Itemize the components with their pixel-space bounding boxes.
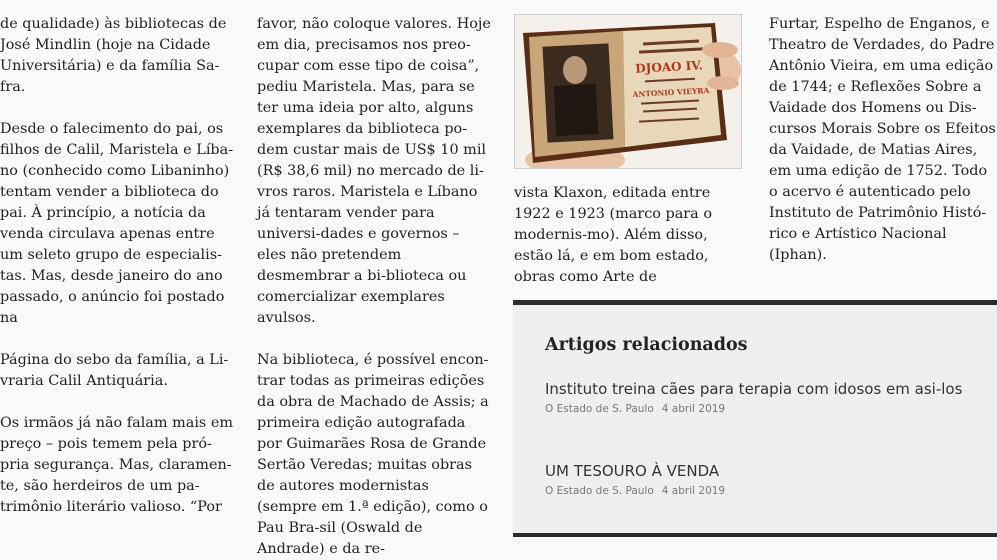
book-author-text: ANTONIO VIEYRA xyxy=(632,85,710,100)
related-article-link[interactable]: UM TESOURO À VENDA xyxy=(545,462,720,480)
article-date: 4 abril 2019 xyxy=(661,485,726,497)
paragraph: favor, não coloque valores. Hoje em dia, precisamos nos preo-cupar com esse tipo de coisa”, pediu Maristela. Mas, para se ter uma ideia por alto, alguns exemplares da biblioteca po-dem custar mais de US$ 10 mil (R$ 38,6 mil) no mercado de li-vros raros. Maristela e Líbano já tentaram vender para universi-dades e governos – eles não pretendem desmembrar a bi-blioteca ou comercializar exemplares avulsos. xyxy=(257,16,491,326)
paragraph: vista Klaxon, editada entre 1922 e 1923 (marco para o modernis-mo). Além disso, estão lá, e em bom estado, obras como Arte de xyxy=(514,185,712,285)
related-article-item[interactable] xyxy=(545,379,965,415)
related-heading: Artigos relacionados xyxy=(545,335,748,355)
book-title-text: DJOAO IV. xyxy=(634,58,704,76)
article-source: O Estado de S. Paulo xyxy=(545,485,654,497)
old-book-photo xyxy=(514,14,742,169)
article-source: O Estado de S. Paulo xyxy=(545,403,654,415)
article-column-1 xyxy=(0,14,236,518)
paragraph: Os irmãos já não falam mais em preço – pois temem pela pró-pria segurança. Mas, claramen-te, são herdeiros de um pa-trimônio literário valioso. “Por xyxy=(0,415,234,515)
related-article-link[interactable]: Instituto treina cães para terapia com idosos em asi-los xyxy=(545,380,963,398)
old-book-illustration xyxy=(515,15,741,168)
related-articles-box xyxy=(513,300,997,537)
related-article-item[interactable] xyxy=(545,461,965,497)
paragraph: Na biblioteca, é possível encon-trar todas as primeiras edições da obra de Machado de Assis; a primeira edição autografada por Guimarães Rosa de Grande Sertão Veredas; muitas obras de autores modernistas (sempre em 1.ª edição), como o Pau Bra-sil (Oswald de Andrade) e da re- xyxy=(257,352,489,557)
article-column-2 xyxy=(257,14,493,560)
paragraph: Furtar, Espelho de Enganos, e Theatro de Verdades, do Padre Antônio Vieira, em uma edição de 1744; e Reflexões Sobre a Vaidade dos Homens ou Dis-cursos Morais Sobre os Efeitos da Vaidade, de Matias Aires, em uma edição de 1752. Todo o acervo é autenticado pelo Instituto de Patrimônio Histó-rico e Artístico Nacional (Iphan). xyxy=(769,16,996,263)
related-article-meta xyxy=(545,403,965,415)
article-column-4 xyxy=(769,14,997,266)
article-column-3 xyxy=(514,183,750,288)
related-article-meta xyxy=(545,485,965,497)
paragraph: Página do sebo da família, a Li-vraria Calil Antiquária. xyxy=(0,352,229,389)
paragraph: de qualidade) às bibliotecas de José Mindlin (hoje na Cidade Universitária) e da família Sa-fra. xyxy=(0,16,227,95)
article-date: 4 abril 2019 xyxy=(661,403,726,415)
paragraph: Desde o falecimento do pai, os filhos de Calil, Maristela e Líba-no (conhecido como Libaninho) tentam vender a biblioteca do pai. À princípio, a notícia da venda circulava apenas entre um seleto grupo de especialis-tas. Mas, desde janeiro do ano passado, o anúncio foi postado na xyxy=(0,121,234,326)
